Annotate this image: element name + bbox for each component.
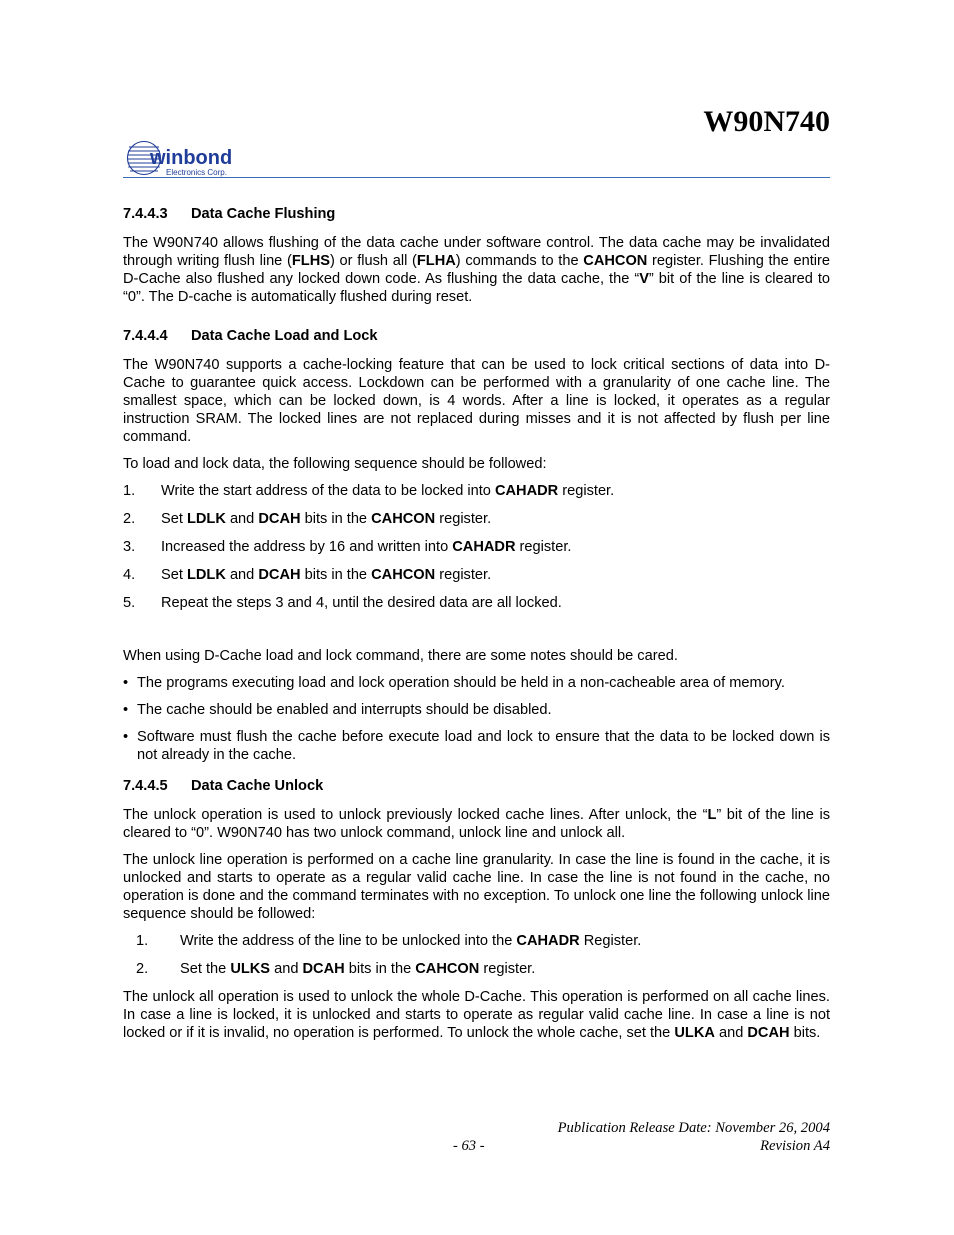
logo-wordmark: winbond [150,147,233,169]
page-footer [123,1119,830,1155]
bullet-icon: • [123,729,129,745]
bullet-icon: • [123,702,129,718]
load-lock-steps [123,482,830,612]
list-item: 4. Set LDLK and DCAH bits in the CAHCON register. [123,567,492,583]
revision: Revision A4 [760,1138,830,1154]
paragraph-unlock-all: The unlock all operation is used to unlock the whole D-Cache. This operation is performed on all cache lines. In case a line is locked, it is unlocked and starts to operate as regular valid cache line. In case a line is not locked or if it is invalid, no operation is performed. To unlock the whole cache, set the ULKA and DCAH bits. [123,989,830,1041]
document-body [123,205,830,1051]
section-heading-unlock: 7.4.4.5 Data Cache Unlock [123,778,324,794]
winbond-logo [126,139,250,179]
list-item: 1. Write the address of the line to be unlocked into the CAHADR Register. [136,933,642,949]
paragraph-notes-intro: When using D-Cache load and lock command, there are some notes should be cared. [123,648,678,664]
list-item: • Software must flush the cache before execute load and lock to ensure that the data to be locked down is not already in the cache. [123,729,830,763]
logo-subtitle: Electronics Corp. [166,168,227,177]
list-item: • The cache should be enabled and interrupts should be disabled. [123,702,552,718]
unlock-steps [123,932,830,978]
section-heading-load-lock: 7.4.4.4 Data Cache Load and Lock [123,328,378,344]
header-rule [123,177,830,178]
release-date: Publication Release Date: November 26, 2004 [557,1120,830,1136]
page-number: - 63 - [453,1138,485,1154]
paragraph-load-lock: The W90N740 supports a cache-locking feature that can be used to lock critical sections of data into D-Cache to guarantee quick access. Lockdown can be performed with a granularity of one cache line. The smallest space, which can be locked down, is 4 words. After a line is locked, it operates as a regular instruction SRAM. The locked lines are not replaced during misses and it is not affected by flush per line command. [123,357,830,445]
list-item: 1. Write the start address of the data to be locked into CAHADR register. [123,483,615,499]
paragraph-unlock-intro: The unlock operation is used to unlock previously locked cache lines. After unlock, the “L” bit of the line is cleared to “0”. W90N740 has two unlock command, unlock line and unlock all. [123,807,830,841]
document-title: W90N740 [703,105,830,138]
list-item: 2. Set the ULKS and DCAH bits in the CAHCON register. [136,961,536,977]
paragraph-unlock-line: The unlock line operation is performed on a cache line granularity. In case the line is found in the cache, it is unlocked and starts to operate as a regular valid cache line. In case the line is not found in the cache, no operation is done and the command terminates with no exception. To unlock one line the following unlock line sequence should be followed: [123,852,830,922]
list-item: • The programs executing load and lock operation should be held in a non-cacheable area of memory. [123,675,785,691]
bullet-icon: • [123,675,129,691]
list-item: 2. Set LDLK and DCAH bits in the CAHCON register. [123,511,492,527]
notes-bullet-list [123,674,830,764]
paragraph-flushing: The W90N740 allows flushing of the data cache under software control. The data cache may be invalidated through writing flush line (FLHS) or flush all (FLHA) commands to the CAHCON register. Flushing the entire D-Cache also flushed any locked down code. As flushing the data cache, the “V” bit of the line is cleared to “0”. The D-cache is automatically flushed during reset. [123,235,830,305]
section-heading-flushing: 7.4.4.3 Data Cache Flushing [123,206,336,222]
list-item: 5. Repeat the steps 3 and 4, until the desired data are all locked. [123,595,562,611]
paragraph-sequence-intro: To load and lock data, the following sequence should be followed: [123,456,547,472]
list-item: 3. Increased the address by 16 and written into CAHADR register. [123,539,572,555]
